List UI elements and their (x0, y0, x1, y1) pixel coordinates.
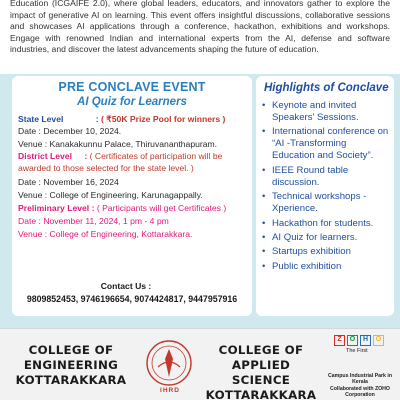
preliminary-level-label: Preliminary Level : (18, 203, 95, 213)
college-of-applied-science-name (202, 343, 320, 400)
list-item: • International conference on “AI -Transforming Education and Society”. (262, 126, 390, 162)
zoho-the-first: The First (346, 348, 368, 354)
zoho-caption-line2: Collaborated with ZOHO Corporation (330, 385, 390, 399)
college1-line1: COLLEGE OF (28, 343, 114, 357)
event-title: PRE CONCLAVE EVENT (58, 80, 206, 94)
district-note-line2: awarded to those selected for the state level. ) (18, 163, 194, 173)
pre-conclave-event-card (12, 76, 252, 316)
district-level-label: District Level (18, 151, 72, 161)
highlights-title: Highlights of Conclave (264, 82, 389, 94)
list-item: • AI Quiz for learners. (262, 232, 390, 244)
intro-text: Education (ICGAIFE 2.0), where global leaders, educators, and innovators gather to explore the impact of generative AI on learning. This event offers insightful discussions, collaborative sessions and showcases AI applications through a conference, hackathon, exhibitions and workshops. Engage with renowned Indian and international experts from the AI, defense and software industries, and discover the latest advancements shaping the future of education. (10, 0, 390, 55)
highlights-card (256, 76, 394, 316)
state-level-row (18, 114, 225, 125)
list-item: • Technical workshops - Xperience. (262, 191, 390, 215)
list-item: • Startups exhibition (262, 246, 390, 258)
list-item: • Hackathon for students. (262, 218, 390, 230)
district-venue: Venue : College of Engineering, Karunagappally. (18, 190, 203, 200)
zoho-caption-line1: Campus Industrial Park in Kerala (328, 373, 392, 386)
preliminary-venue: Venue : College of Engineering, Kottarakkara. (18, 229, 193, 239)
list-item: • IEEE Round table discussion. (262, 165, 390, 189)
state-venue: Venue : Kanakakunnu Palace, Thiruvananthapuram. (18, 139, 218, 149)
contact-title: Contact Us : (100, 281, 152, 291)
contact-numbers: 9809852453, 9746196654, 9074424817, 9447957916 (26, 294, 238, 304)
list-item: • Public exhibition (262, 261, 390, 273)
zoho-logo-block (322, 335, 398, 399)
district-date: Date : November 16, 2024 (18, 177, 119, 187)
list-item: • Keynote and invited Speakers' Sessions. (262, 100, 390, 124)
college1-line3: KOTTARAKKARA (15, 373, 127, 387)
zoho-logo-icon (334, 335, 384, 346)
college1-line2: ENGINEERING (23, 358, 119, 372)
event-subtitle: AI Quiz for Learners (77, 96, 187, 108)
state-prize-note: ( ₹50K Prize Pool for winners ) (101, 114, 226, 124)
district-note-line1: ( Certificates of participation will be (89, 151, 223, 161)
college2-line1: COLLEGE OF (218, 343, 304, 357)
state-date: Date : December 10, 2024. (18, 126, 122, 136)
zoho-letter: Z (334, 335, 345, 346)
college2-line3: KOTTARAKKARA (205, 388, 317, 400)
state-level-sep: : (95, 114, 99, 124)
intro-section (0, 0, 400, 74)
footer (0, 328, 400, 400)
college2-line2: APPLIED SCIENCE (231, 358, 291, 387)
preliminary-note: ( Participants will get Certificates ) (96, 203, 227, 213)
zoho-caption (322, 373, 398, 399)
preliminary-level-row (18, 203, 226, 214)
highlights-list (262, 100, 390, 275)
zoho-letter: H (360, 335, 371, 346)
district-level-row (18, 151, 222, 162)
ihrd-label: IHRD (160, 387, 180, 394)
district-level-sep: : (84, 151, 88, 161)
preliminary-date: Date : November 11, 2024, 1 pm - 4 pm (18, 216, 169, 226)
state-level-label: State Level (18, 114, 64, 124)
zoho-letter: O (347, 335, 358, 346)
college-of-engineering-name (6, 343, 136, 388)
zoho-letter: O (373, 335, 384, 346)
